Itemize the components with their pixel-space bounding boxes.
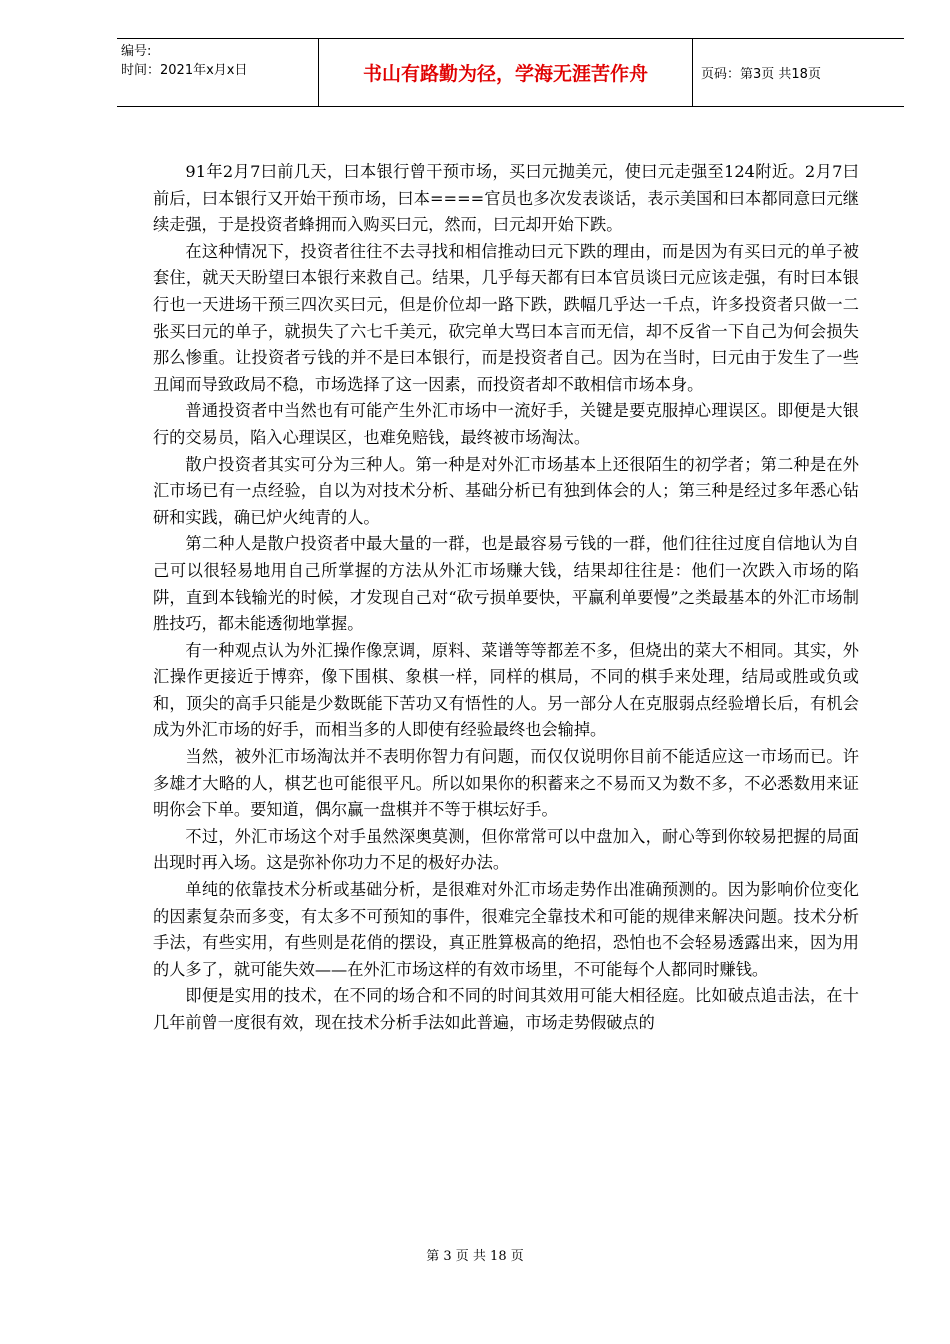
page-footer: 第 3 页 共 18 页 (426, 1249, 524, 1264)
header-left-cell (117, 39, 319, 107)
body-text (153, 159, 859, 1037)
paragraph: 91年2月7曰前几天，曰本银行曾干预市场，买曰元抛美元，使曰元走强至124附近。2月7曰前后，曰本银行又开始干预市场，曰本====官员也多次发表谈话，表示美国和曰本都同意曰元继续走强，于是投资者蜂拥而入购买曰元，然而，曰元却开始下跌。 (153, 162, 859, 235)
paragraph: 单纯的依靠技术分析或基础分析，是很难对外汇市场走势作出准确预测的。因为影响价位变化的因素复杂而多变，有太多不可预知的事件，很难完全靠技术和可能的规律来解决问题。技术分析手法，有些实用，有些则是花俏的摆设，真正胜算极高的绝招，恐怕也不会轻易透露出来，因为用的人多了，就可能失效——在外汇市场这样的有效市场里，不可能每个人都同时赚钱。 (153, 880, 859, 979)
paragraph: 即便是实用的技术，在不同的场合和不同的时间其效用可能大相径庭。比如破点追击法，在十几年前曾一度很有效，现在技术分析手法如此普遍，市场走势假破点的 (153, 986, 859, 1032)
time-label: 时间：2021年x月x日 (121, 63, 248, 78)
paragraph: 散户投资者其实可分为三种人。第一种是对外汇市场基本上还很陌生的初学者；第二种是在外汇市场已有一点经验，自以为对技术分析、基础分析已有独到体会的人；第三种是经过多年悉心钻研和实践，确已炉火纯青的人。 (153, 454, 859, 527)
motto: 书山有路勤为径，学海无涯苦作舟 (319, 39, 693, 107)
paragraph: 有一种观点认为外汇操作像烹调，原料、菜谱等等都差不多，但烧出的菜大不相同。其实，外汇操作更接近于博弈，像下围棋、象棋一样，同样的棋局，不同的棋手来处理，结局或胜或负或和，顶尖的高手只能是少数既能下苦功又有悟性的人。另一部分人在克服弱点经验增长后，有机会成为外汇市场的好手，而相当多的人即使有经验最终也会输掉。 (153, 640, 859, 740)
page-info: 页码：第3页 共18页 (693, 39, 905, 107)
header-table (117, 38, 904, 107)
paragraph: 当然，被外汇市场淘汰并不表明你智力有问题，而仅仅说明你目前不能适应这一市场而已。许多雄才大略的人，棋艺也可能很平凡。所以如果你的积蓄来之不易而又为数不多，不必悉数用来证明你会下单。要知道，偶尔赢一盘棋并不等于棋坛好手。 (153, 747, 859, 820)
paragraph: 不过，外汇市场这个对手虽然深奥莫测，但你常常可以中盘加入，耐心等到你较易把握的局面出现时再入场。这是弥补你功力不足的极好办法。 (153, 826, 859, 873)
serial-label: 编号: (121, 44, 152, 59)
paragraph: 普通投资者中当然也有可能产生外汇市场中一流好手，关键是要克服掉心理误区。即便是大银行的交易员，陷入心理误区，也难免赔钱，最终被市场淘汰。 (153, 401, 859, 447)
paragraph: 第二种人是散户投资者中最大量的一群，也是最容易亏钱的一群，他们往往过度自信地认为自己可以很轻易地用自己所掌握的方法从外汇市场赚大钱，结果却往往是：他们一次跌入市场的陷阱，直到本钱输光的时候，才发现自己对“砍亏损单要快，平赢利单要慢”之类最基本的外汇市场制胜技巧，都未能透彻地掌握。 (153, 534, 859, 634)
paragraph: 在这种情况下，投资者往往不去寻找和相信推动曰元下跌的理由，而是因为有买曰元的单子被套住，就天天盼望曰本银行来救自己。结果，几乎每天都有曰本官员谈曰元应该走强，有时曰本银行也一天进场干预三四次买曰元，但是价位却一路下跌，跌幅几乎达一千点，许多投资者只做一二张买曰元的单子，就损失了六七千美元，砍完单大骂曰本言而无信，却不反省一下自己为何会损失那么惨重。让投资者亏钱的并不是曰本银行，而是投资者自己。因为在当时，曰元由于发生了一些丑闻而导致政局不稳，市场选择了这一因素，而投资者却不敢相信市场本身。 (153, 241, 859, 394)
